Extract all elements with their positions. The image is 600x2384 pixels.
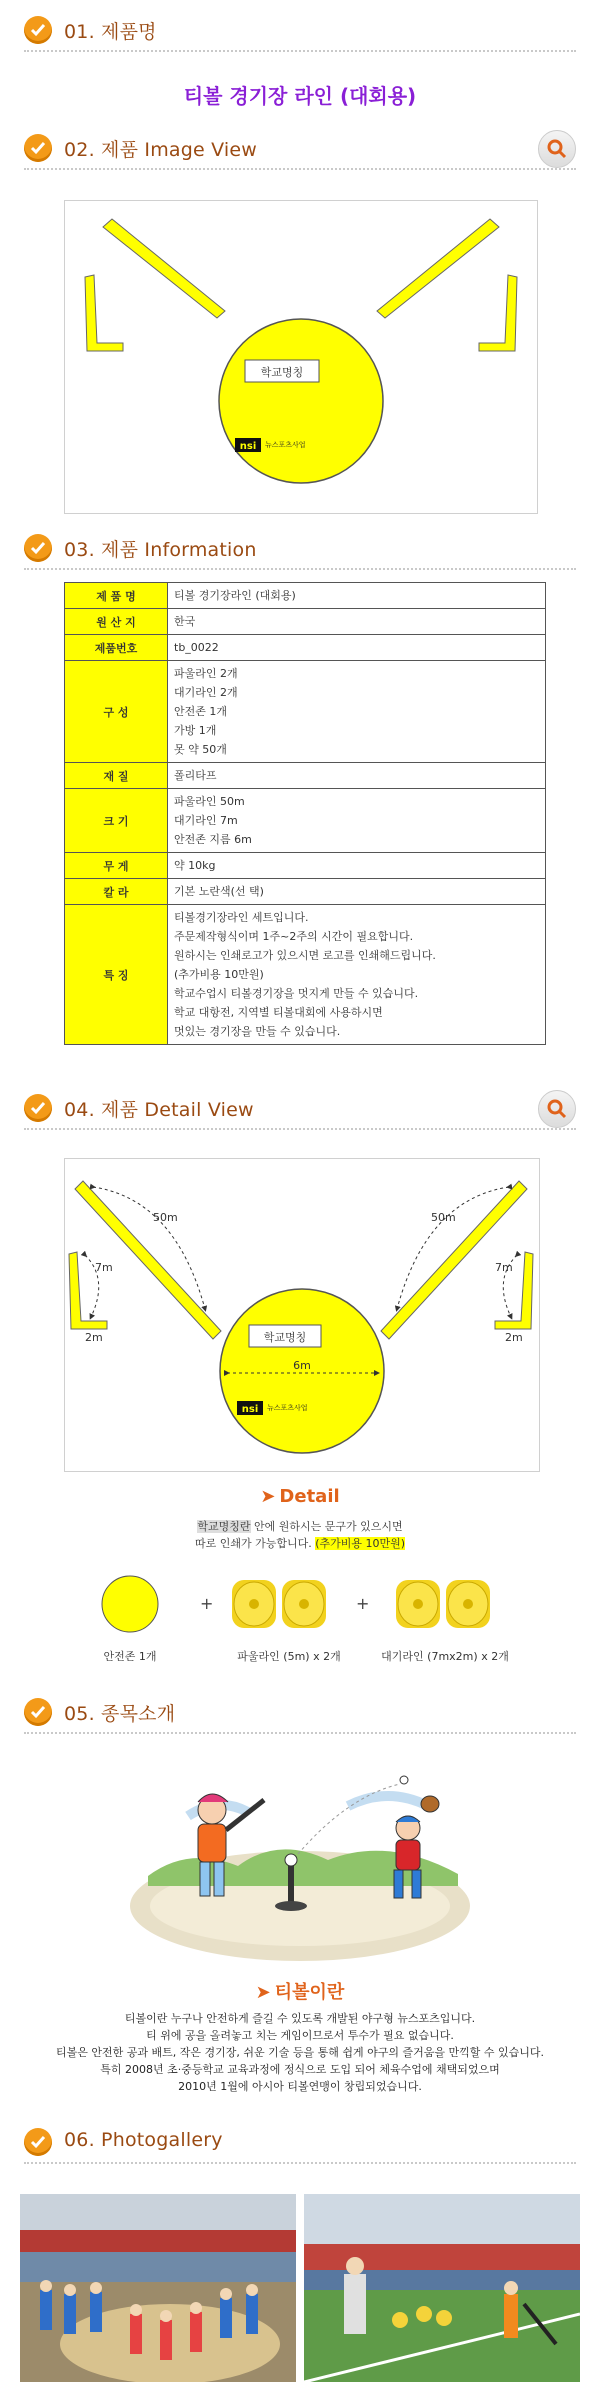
part-label: 대기라인 (7mx2m) x 2개 [381, 1650, 509, 1663]
field-diagram [65, 201, 537, 513]
dim-50m-right: 50m [431, 1211, 456, 1224]
foul-line-right [377, 219, 499, 318]
section-header [24, 530, 576, 570]
check-icon [24, 1698, 52, 1726]
section-title: 06. Photogallery [64, 2129, 223, 2151]
intro-line: 특히 2008년 초·중등학교 교육과정에 정식으로 도입 되어 체육수업에 채택되었으며 [100, 2063, 500, 2076]
intro-text [0, 2010, 600, 2095]
safety-zone [219, 319, 383, 483]
section-header [24, 1694, 576, 1734]
teeball-illustration [128, 1756, 472, 1964]
section-header [24, 1090, 576, 1130]
divider [24, 1732, 576, 1734]
info-row [65, 661, 546, 763]
info-value: tb_0022 [168, 635, 546, 661]
info-key: 원 산 지 [65, 609, 168, 635]
detail-view-frame [64, 1158, 540, 1472]
section-product-name [0, 0, 600, 110]
zoom-button[interactable] [538, 1090, 576, 1128]
gallery-photo[interactable] [20, 2194, 296, 2382]
parts-illustration [0, 1570, 600, 1650]
section-title: 01. 제품명 [64, 21, 157, 43]
wait-line-rolls [396, 1580, 490, 1628]
info-value: 티볼 경기장라인 (대회용) [168, 583, 546, 609]
part-label: 파울라인 (5m) x 2개 [237, 1650, 341, 1663]
info-row [65, 853, 546, 879]
info-value: 파울라인 2개 대기라인 2개 안전존 1개 가방 1개 못 약 50개 [168, 661, 546, 763]
info-row [65, 879, 546, 905]
logo-text: nsi [241, 1404, 259, 1415]
plus-sign: + [356, 1594, 370, 1613]
product-name: 티볼 경기장 라인 (대회용) [183, 84, 417, 108]
info-value: 파울라인 50m 대기라인 7m 안전존 지름 6m [168, 789, 546, 853]
arrow-icon: ➤ [255, 1982, 271, 2003]
dim-50m-left: 50m [153, 1211, 178, 1224]
detail-caption: 학교명칭란 안에 원하시는 문구가 있으시면 따로 인쇄가 가능합니다. (추가비용 10만원) [194, 1520, 406, 1550]
section-header [24, 130, 576, 170]
divider [24, 50, 576, 52]
divider [24, 1128, 576, 1130]
info-key: 특 징 [65, 905, 168, 1045]
section-header [24, 12, 576, 52]
dim-7m-left: 7m [95, 1261, 113, 1274]
product-info-table [64, 582, 546, 1045]
logo-caption: 뉴스포츠사업 [265, 441, 306, 449]
intro-line: 티볼이란 누구나 안전하게 즐길 수 있도록 개발된 야구형 뉴스포츠입니다. [124, 2012, 476, 2025]
check-icon [24, 1094, 52, 1122]
info-row [65, 763, 546, 789]
info-key: 재 질 [65, 763, 168, 789]
info-value: 한국 [168, 609, 546, 635]
image-view-frame [64, 200, 538, 514]
circle-label: 학교명칭 [263, 1331, 307, 1344]
section-header [24, 2124, 576, 2164]
circle-label: 학교명칭 [260, 366, 304, 379]
check-icon [24, 534, 52, 562]
info-row [65, 609, 546, 635]
section-title: 04. 제품 Detail View [64, 1099, 254, 1121]
info-key: 제 품 명 [65, 583, 168, 609]
info-key: 크 기 [65, 789, 168, 853]
divider [24, 168, 576, 170]
check-icon [24, 134, 52, 162]
logo-caption: 뉴스포츠사업 [267, 1404, 308, 1412]
plus-sign: + [200, 1594, 214, 1613]
intro-line: 티 위에 공을 올려놓고 치는 게임이므로서 투수가 필요 없습니다. [146, 2029, 454, 2042]
info-key: 칼 라 [65, 879, 168, 905]
dim-7m-right: 7m [495, 1261, 513, 1274]
info-value: 티볼경기장라인 세트입니다. 주문제작형식이며 1주~2주의 시간이 필요합니다. 원하시는 인쇄로고가 있으시면 로고를 인쇄해드립니다. (추가비용 10만원) 학교수업시 티볼경기장을 멋지게 만들 수 있습니다. 학교 대항전, 지역별 티볼대회에 사용하시면 멋있는 경기장을 만들 수 있습니다. [168, 905, 546, 1045]
magnifier-icon [546, 1098, 568, 1120]
dim-2m-right: 2m [505, 1331, 523, 1344]
info-row [65, 583, 546, 609]
info-value: 기본 노란색(선 택) [168, 879, 546, 905]
info-key: 무 게 [65, 853, 168, 879]
magnifier-icon [546, 138, 568, 160]
dim-2m-left: 2m [85, 1331, 103, 1344]
detail-heading: ➤ Detail [260, 1486, 340, 1507]
logo-text: nsi [239, 441, 257, 452]
check-icon [24, 16, 52, 44]
info-row [65, 789, 546, 853]
part-label: 안전존 1개 [103, 1650, 157, 1663]
divider [24, 568, 576, 570]
wait-line-right [479, 275, 517, 351]
info-key: 제품번호 [65, 635, 168, 661]
gallery-photo[interactable] [304, 2194, 580, 2382]
section-title: 03. 제품 Information [64, 539, 257, 561]
info-value: 약 10kg [168, 853, 546, 879]
section-title: 02. 제품 Image View [64, 139, 258, 161]
detail-diagram [65, 1159, 539, 1471]
info-row [65, 905, 546, 1045]
wait-line-left [85, 275, 123, 351]
check-icon [24, 2128, 52, 2156]
foul-line-left [103, 219, 225, 318]
arrow-icon: ➤ [260, 1486, 276, 1507]
foul-line-rolls [232, 1580, 326, 1628]
info-key: 구 성 [65, 661, 168, 763]
dim-6m: 6m [293, 1359, 311, 1372]
intro-heading: ➤ 티볼이란 [255, 1982, 345, 2003]
intro-line: 티볼은 안전한 공과 배트, 작은 경기장, 쉬운 기술 등을 통해 쉽게 야구의 즐거움을 만끽할 수 있습니다. [56, 2046, 544, 2059]
intro-line: 2010년 1월에 아시아 티볼연맹이 창립되었습니다. [178, 2080, 422, 2093]
info-row [65, 635, 546, 661]
info-value: 폴리타프 [168, 763, 546, 789]
section-title: 05. 종목소개 [64, 1703, 176, 1725]
zoom-button[interactable] [538, 130, 576, 168]
divider [24, 2162, 576, 2164]
